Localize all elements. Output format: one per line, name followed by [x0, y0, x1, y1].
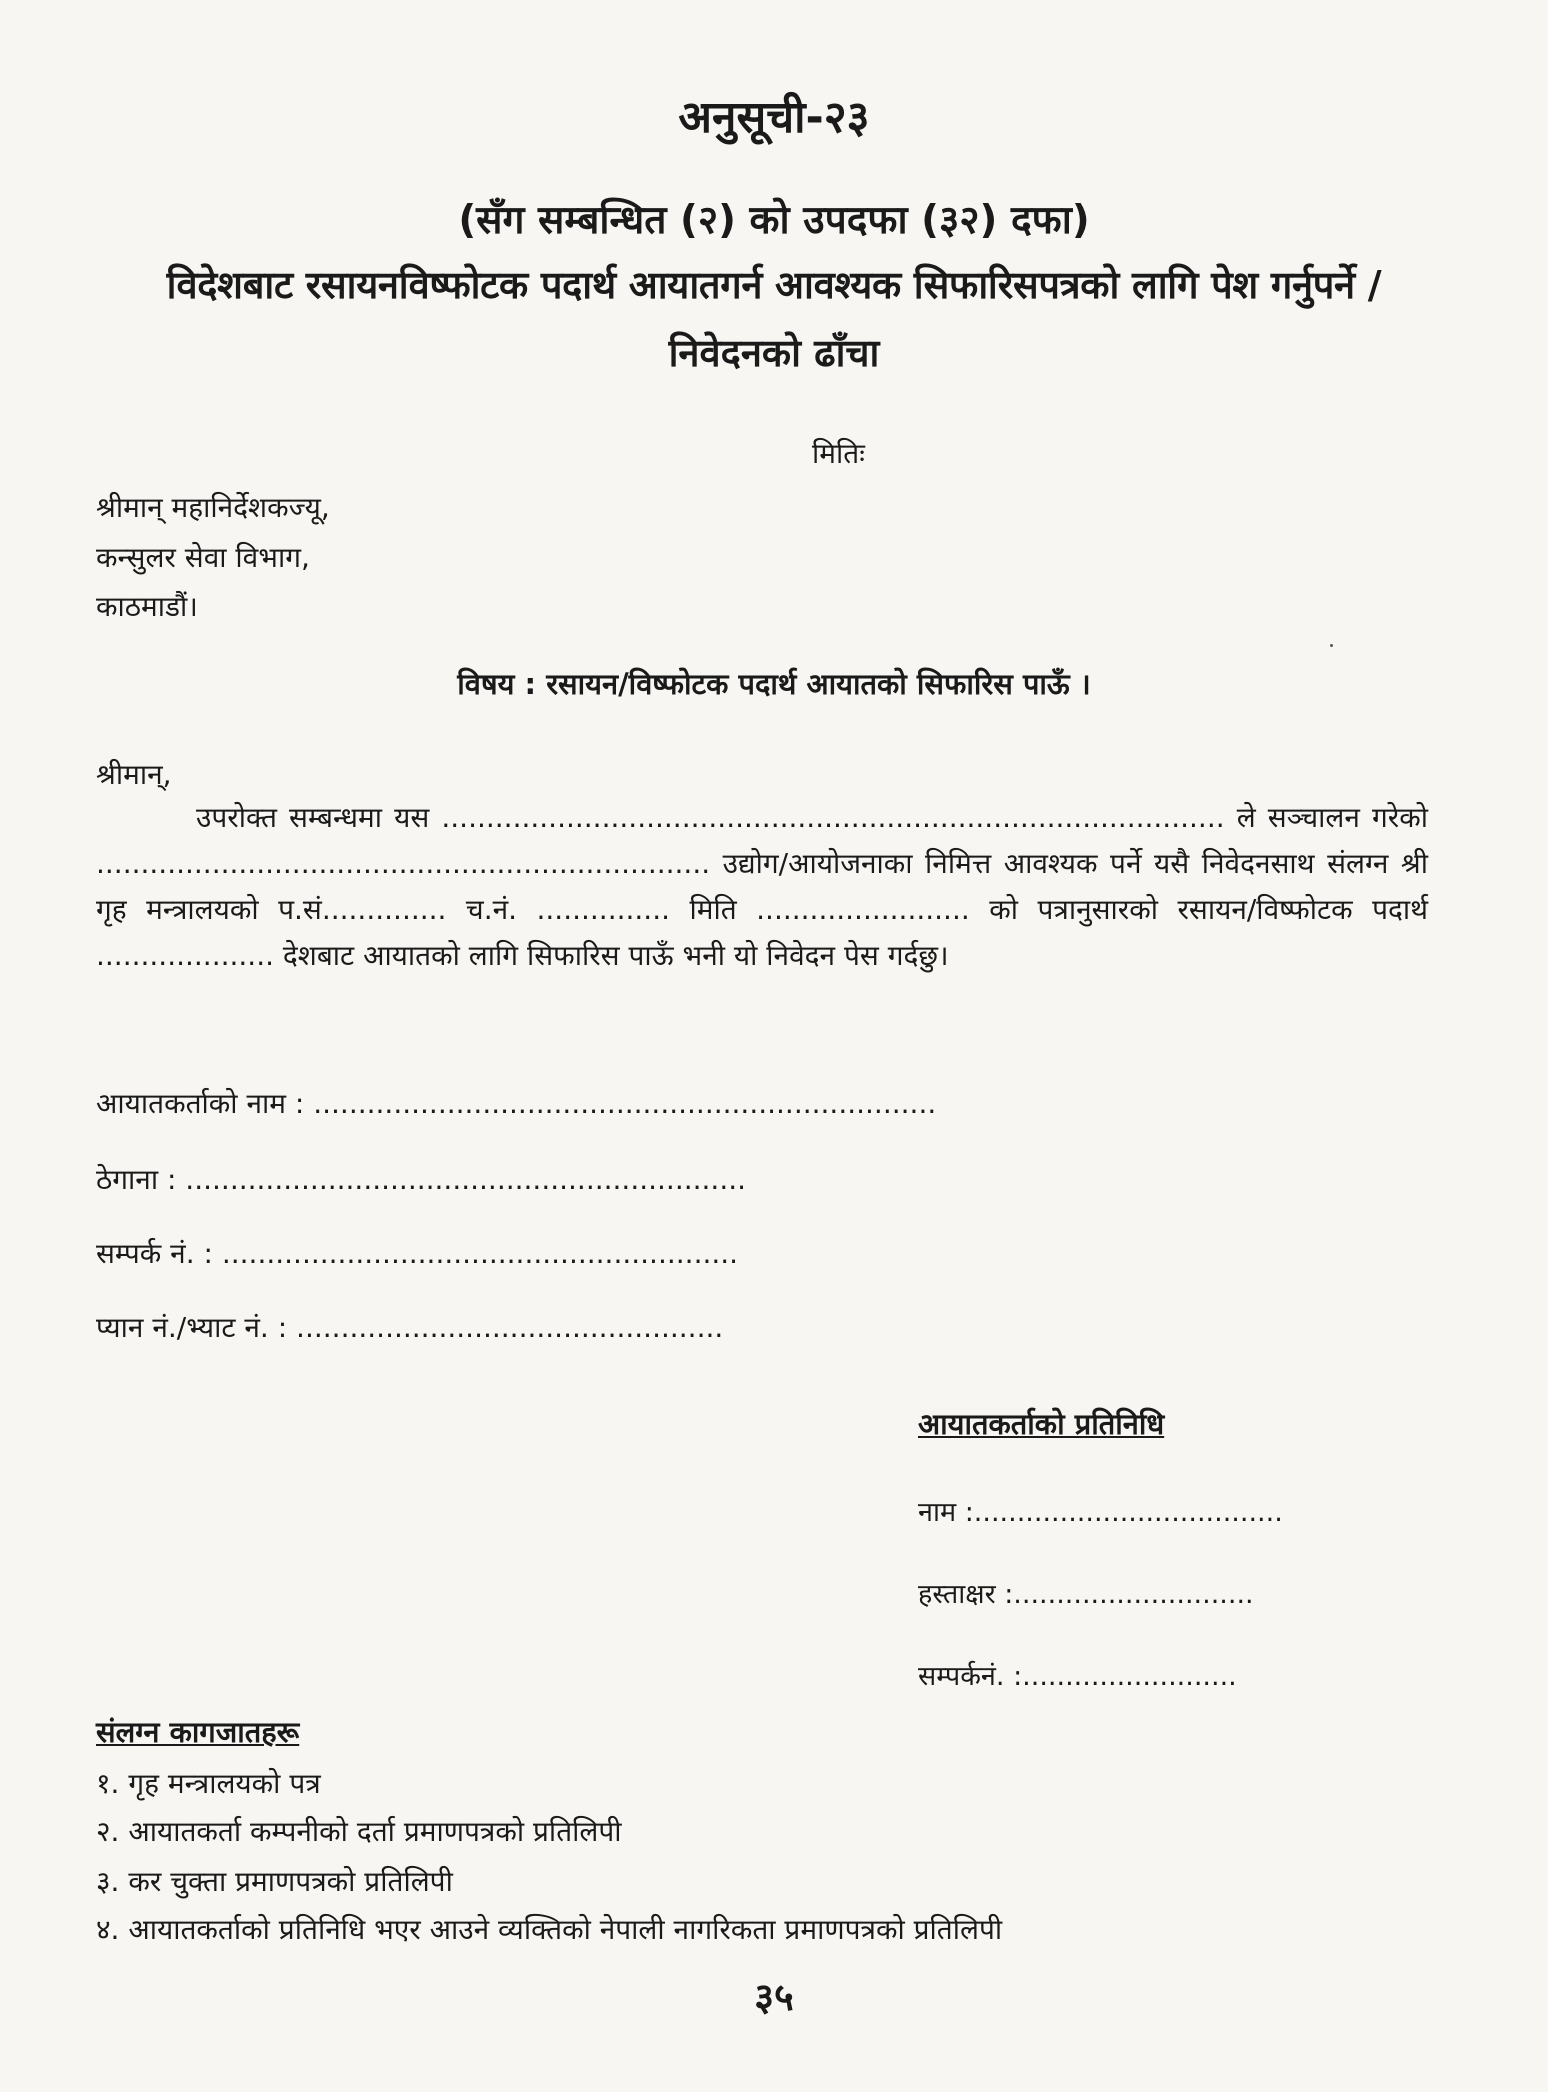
representative-contact-field: सम्पर्कनं. :......................... — [918, 1661, 1237, 1692]
form-title-line2: निवेदनको ढाँचा — [668, 331, 880, 375]
contact-field: सम्पर्क नं. : .......................................................... — [96, 1237, 739, 1270]
attachment-item: ४. आयातकर्ताको प्रतिनिधि भएर आउने व्यक्तिको नेपाली नागरिकता प्रमाणपत्रको प्रतिलिपी — [96, 1913, 1003, 1946]
importer-name-field: आयातकर्ताको नाम : ...................................................................... — [96, 1087, 937, 1120]
addressee-line1: श्रीमान् महानिर्देशकज्यू, — [96, 491, 330, 524]
addressee-line3: काठमाडौं। — [96, 590, 198, 623]
form-title-line1: विदेशबाट रसायनविष्फोटक पदार्थ आयातगर्न आवश्यक सिफारिसपत्रको लागि पेश गर्नुपर्ने / — [166, 263, 1382, 307]
body-paragraph: उपरोक्त सम्बन्धमा यस ........................................................................................ ले सञ्चालन गरेको ..................................................................... उद्योग/आयोजनाका निमित्त आवश्यक पर्ने यसै निवेदनसाथ संलग्न श्री गृह मन्त्रालयको प.सं.............. च.नं. ............... मिति ........................ को पत्रानुसारको रसायन/विष्फोटक पदार्थ .................... देशबाट आयातको लागि सिफारिस पाऊँ भनी यो निवेदन पेस गर्दछु। — [96, 801, 1428, 972]
attachment-item: १. गृह मन्त्रालयको पत्र — [96, 1767, 321, 1800]
schedule-heading: अनुसूची-२३ — [678, 92, 870, 143]
representative-signature-field: हस्ताक्षर :............................ — [918, 1579, 1254, 1610]
addressee-line2: कन्सुलर सेवा विभाग, — [96, 541, 310, 574]
reference-line: (सँग सम्बन्धित (२) को उपदफा (३२) दफा) — [458, 198, 1090, 243]
representative-name-field: नाम :.................................... — [918, 1497, 1283, 1528]
attachment-item: २. आयातकर्ता कम्पनीको दर्ता प्रमाणपत्रको प्रतिलिपी — [96, 1815, 622, 1848]
attachment-item: ३. कर चुक्ता प्रमाणपत्रको प्रतिलिपी — [96, 1865, 453, 1898]
salutation: श्रीमान्, — [96, 758, 172, 791]
paper-speck — [1330, 644, 1333, 647]
address-field: ठेगाना : ............................................................... — [96, 1163, 747, 1196]
date-label: मितिः — [812, 437, 865, 470]
page-number: ३५ — [754, 1975, 794, 2019]
subject-line: विषय : रसायन/विष्फोटक पदार्थ आयातको सिफारिस पाऊँ । — [457, 667, 1091, 701]
attachments-title: संलग्न कागजातहरू — [96, 1715, 300, 1749]
pan-vat-field: प्यान नं./भ्याट नं. : ................................................ — [96, 1311, 724, 1344]
representative-title: आयातकर्ताको प्रतिनिधि — [918, 1407, 1165, 1441]
